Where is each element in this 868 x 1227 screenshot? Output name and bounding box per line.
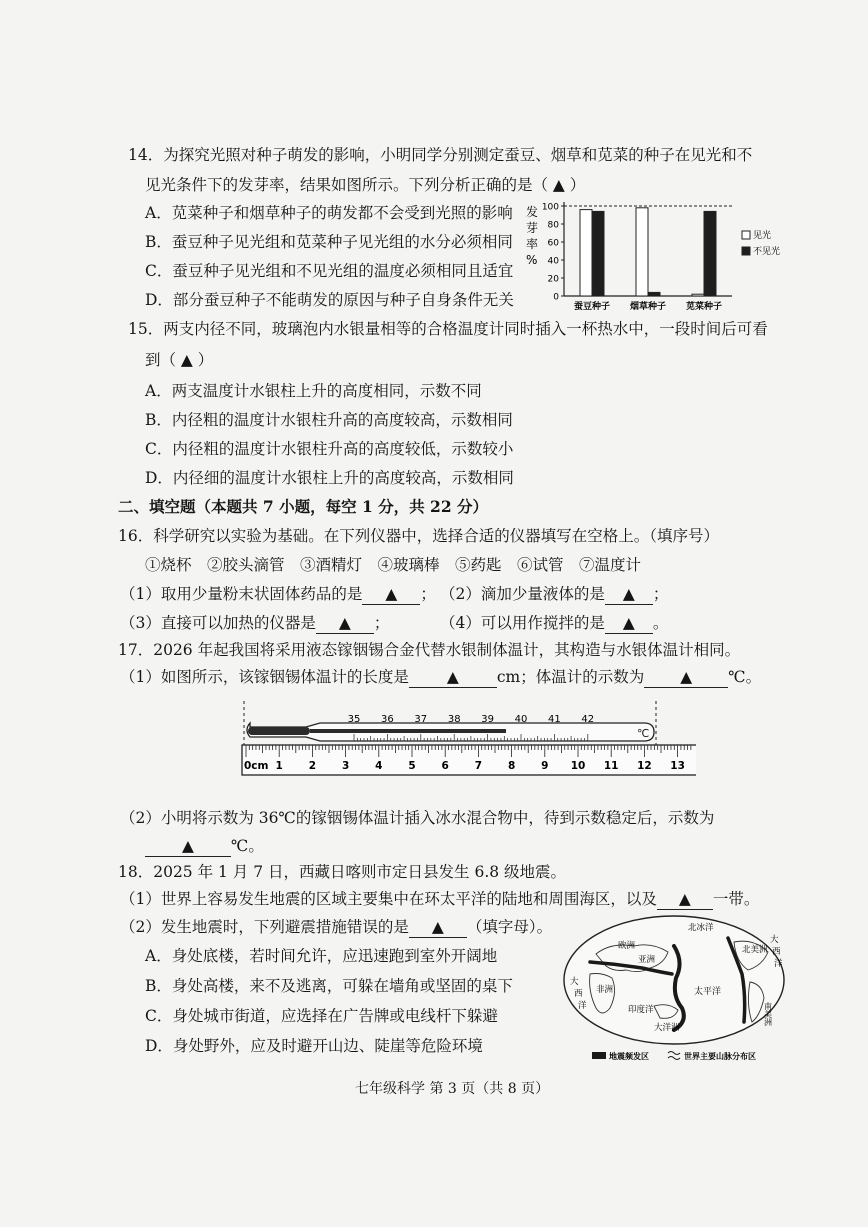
germination-bar-chart (520, 192, 790, 322)
q16-sub2-end: ； (652, 585, 669, 603)
thermometer-scale-label: 35 (347, 714, 361, 725)
q18-sub2-blank: ▲ (409, 917, 467, 938)
q17-stem: 17．2026 年起我国将采用液态镓铟锡合金代替水银制体温计，其构造与水银体温计相同。 (118, 641, 741, 659)
chart-bar (648, 292, 660, 296)
q18-option-b: B．身处高楼，来不及逃离，可躲在墙角或坚固的桌下 (145, 977, 513, 995)
q18-sub1-blank: ▲ (657, 889, 713, 910)
q14-stem-line2: 见光条件下的发芽率，结果如图所示。下列分析正确的是（ ▲ ） (145, 176, 586, 194)
chart-x-category-label: 蚕豆种子 (573, 302, 611, 312)
chart-y-tick-label: 40 (547, 256, 559, 267)
chart-bar (580, 210, 592, 296)
thermometer-unit: ℃ (637, 727, 650, 740)
map-label-atlantic-right-1: 大 (770, 935, 779, 945)
chart-x-category-label: 烟草种子 (629, 302, 667, 312)
ruler-label: 5 (408, 760, 416, 772)
q16-sub4-end: 。 (652, 614, 669, 632)
map-label-europe: 欧洲 (618, 941, 636, 951)
map-label-north-america: 北美洲 (742, 945, 768, 955)
map-label-atlantic-left-1: 大 (570, 977, 579, 987)
map-label-atlantic-left-3: 洋 (578, 1001, 587, 1011)
q16-sub1-blank: ▲ (362, 584, 420, 605)
ruler-label: 10 (570, 760, 586, 772)
map-label-pacific: 太平洋 (694, 987, 722, 997)
q15-option-b: B．内径粗的温度计水银柱升高的高度较高，示数相同 (145, 411, 513, 429)
q14-option-a: A．苋菜种子和烟草种子的萌发都不会受到光照的影响 (145, 204, 513, 222)
thermometer-scale-label: 37 (414, 714, 428, 725)
map-label-south-america: 南美洲 (763, 1002, 773, 1026)
chart-x-category-label: 苋菜种子 (685, 302, 723, 312)
chart-ylabel-char: % (526, 253, 538, 267)
q17-sub2-end: ℃。 (231, 837, 264, 855)
thermometer-scale-label: 38 (447, 714, 461, 725)
q16-stem: 16．科学研究以实验为基础。在下列仪器中，选择合适的仪器填写在空格上。（填序号） (118, 527, 719, 545)
ruler-label: 6 (441, 760, 449, 772)
map-label-atlantic-right-3: 洋 (774, 959, 783, 969)
chart-y-tick-label: 100 (541, 202, 559, 213)
chart-legend-swatch (742, 247, 750, 255)
q17-sub1-text-b: cm；体温计的示数为 (496, 668, 645, 686)
ruler-label: 8 (507, 760, 516, 772)
q15-stem-line2: 到（ ▲ ） (145, 351, 214, 369)
q16-sub3-text: （3）直接可以加热的仪器是 (120, 614, 316, 632)
chart-bar (636, 208, 648, 296)
q17-sub2-blank: ▲ (145, 836, 231, 857)
earthquake-zone-map (556, 912, 792, 1066)
map-label-arctic: 北冰洋 (688, 923, 714, 933)
q16-sub2 (440, 584, 668, 605)
q16-sub1-end: ； (420, 585, 436, 603)
chart-y-tick-label: 20 (547, 274, 559, 285)
ruler-label: 0cm (244, 760, 269, 772)
chart-y-tick-label: 80 (547, 220, 559, 231)
ruler-label: 13 (670, 760, 685, 772)
chart-legend-label: 不见光 (753, 247, 781, 257)
q18-sub1 (120, 889, 759, 910)
chart-legend-label: 见光 (753, 231, 772, 241)
q16-sub3-end: ； (373, 614, 390, 632)
q17-sub2-line2 (145, 836, 264, 857)
ruler-label: 1 (275, 760, 283, 772)
q18-option-d: D．身处野外，应及时避开山边、陡崖等危险环境 (145, 1037, 483, 1055)
chart-bar (704, 211, 716, 296)
q16-sub1 (120, 584, 436, 605)
map-legend-quake-swatch (592, 1052, 606, 1059)
map-label-atlantic-right-2: 西 (772, 947, 781, 957)
q15-option-a: A．两支温度计水银柱上升的高度相同，示数不同 (145, 382, 482, 400)
chart-legend-swatch (742, 231, 750, 239)
q17-sub2-line1: （2）小明将示数为 36℃的镓铟锡体温计插入冰水混合物中，待到示数稳定后，示数为 (120, 809, 715, 827)
ruler-label: 2 (308, 760, 317, 772)
q17-sub1-text-a: （1）如图所示，该镓铟锡体温计的长度是 (120, 668, 409, 686)
map-label-africa: 非洲 (596, 985, 614, 995)
map-legend-mountain-swatch (668, 1052, 680, 1060)
thermometer-scale-label: 36 (381, 714, 394, 725)
q16-sub4-blank: ▲ (605, 613, 653, 634)
thermometer-bulb (248, 727, 310, 735)
chart-ylabel-char: 率 (526, 237, 539, 251)
thermometer-scale-label: 42 (581, 714, 595, 725)
map-label-indian: 印度洋 (628, 1005, 654, 1015)
q14-option-b: B．蚕豆种子见光组和苋菜种子见光组的水分必须相同 (145, 233, 513, 251)
thermometer-ruler-figure (236, 697, 696, 787)
q16-sub2-text: （2）滴加少量液体的是 (440, 585, 605, 603)
q16-sub1-text: （1）取用少量粉末状固体药品的是 (120, 585, 363, 603)
q17-sub1 (120, 667, 761, 688)
q18-sub1-text-a: （1）世界上容易发生地震的区域主要集中在环太平洋的陆地和周围海区，以及 (120, 890, 657, 908)
q15-option-d: D．内径细的温度计水银柱上升的高度较高，示数相同 (145, 469, 514, 487)
q18-option-c: C．身处城市街道，应选择在广告牌或电线杆下躲避 (145, 1007, 498, 1025)
page-footer: 七年级科学 第 3 页（共 8 页） (355, 1081, 550, 1097)
q18-option-a: A．身处底楼，若时间允许，应迅速跑到室外开阔地 (145, 947, 498, 965)
q17-sub1-text-c: ℃。 (728, 668, 762, 686)
ruler-label: 12 (637, 760, 652, 772)
q18-sub2-text-b: （填字母）。 (466, 918, 553, 936)
q16-sub4 (440, 613, 668, 634)
chart-bar (692, 294, 704, 296)
chart-bar (592, 211, 604, 296)
q18-sub2 (120, 917, 552, 938)
q18-stem: 18．2025 年 1 月 7 日，西藏日喀则市定日县发生 6.8 级地震。 (118, 863, 567, 881)
chart-y-tick-label: 0 (553, 292, 559, 303)
thermometer-liquid-column (310, 729, 506, 733)
chart-ylabel-char: 发 (526, 205, 539, 219)
map-label-oceania: 大洋洲 (654, 1023, 680, 1033)
chart-ylabel-char: 芽 (526, 221, 539, 235)
section-2-heading: 二、填空题（本题共 7 小题，每空 1 分，共 22 分） (118, 497, 489, 516)
q17-sub1-blank2: ▲ (644, 667, 728, 688)
q15-option-c: C．内径粗的温度计水银柱升高的高度较低，示数较小 (145, 440, 514, 458)
thermometer-scale-label: 40 (514, 714, 528, 725)
thermometer-scale-label: 41 (548, 714, 561, 725)
ruler-label: 11 (603, 760, 619, 772)
q18-sub1-text-b: 一带。 (712, 890, 760, 908)
q14-stem-line1: 14．为探究光照对种子萌发的影响，小明同学分别测定蚕豆、烟草和苋菜的种子在见光和不 (128, 146, 753, 164)
q14-option-c: C．蚕豆种子见光组和不见光组的温度必须相同且适宜 (145, 262, 514, 280)
map-label-asia: 亚洲 (638, 955, 656, 965)
map-label-atlantic-left-2: 西 (574, 989, 583, 999)
q16-sub3 (120, 613, 389, 634)
q16-instruments: ①烧杯 ②胶头滴管 ③酒精灯 ④玻璃棒 ⑤药匙 ⑥试管 ⑦温度计 (145, 556, 642, 574)
ruler-label: 9 (541, 760, 549, 772)
q16-sub3-blank: ▲ (316, 613, 374, 634)
ruler-label: 4 (375, 760, 383, 772)
chart-y-tick-label: 60 (547, 238, 559, 249)
thermometer-scale-label: 39 (481, 714, 494, 725)
q18-sub2-text-a: （2）发生地震时，下列避震措施错误的是 (120, 918, 409, 936)
q17-sub1-blank1: ▲ (409, 667, 497, 688)
q16-sub2-blank: ▲ (605, 584, 653, 605)
ruler-label: 7 (474, 760, 483, 772)
map-legend-quake-label: 地震频发区 (609, 1052, 649, 1061)
map-legend-mountain-label: 世界主要山脉分布区 (684, 1052, 756, 1061)
q16-sub4-text: （4）可以用作搅拌的是 (440, 614, 605, 632)
q15-stem-line1: 15．两支内径不同，玻璃泡内水银量相等的合格温度计同时插入一杯热水中，一段时间后可看 (128, 320, 768, 338)
ruler-label: 3 (341, 760, 350, 772)
q14-option-d: D．部分蚕豆种子不能萌发的原因与种子自身条件无关 (145, 291, 514, 309)
